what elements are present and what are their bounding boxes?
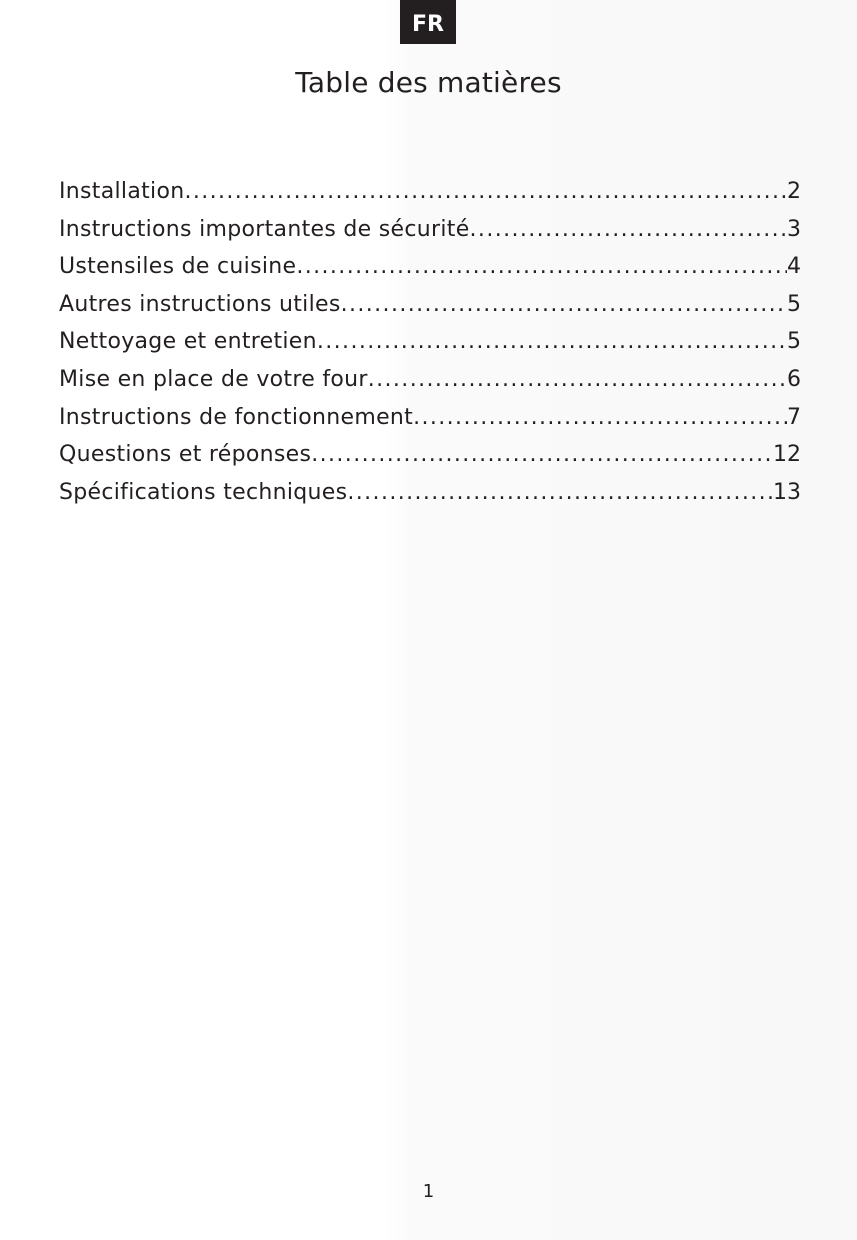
toc-entry-label: Questions et réponses bbox=[59, 442, 312, 468]
toc-entry-label: Ustensiles de cuisine bbox=[59, 254, 297, 280]
toc-leader-dots bbox=[368, 361, 787, 399]
toc-leader-dots bbox=[317, 323, 787, 361]
toc-entry-safety-instructions[interactable] bbox=[59, 211, 801, 249]
toc-entry-page: 12 bbox=[773, 442, 801, 468]
toc-entry-page: 2 bbox=[787, 179, 801, 204]
page-title: Table des matières bbox=[295, 66, 562, 99]
toc-entry-questions-answers[interactable] bbox=[59, 436, 801, 474]
toc-entry-page: 5 bbox=[787, 291, 801, 317]
language-badge-label: FR bbox=[412, 11, 444, 37]
page-number: 1 bbox=[422, 1181, 435, 1202]
toc-entry-page: 6 bbox=[787, 366, 801, 392]
toc-entry-installation[interactable] bbox=[59, 173, 801, 211]
toc-entry-page: 5 bbox=[787, 329, 801, 355]
toc-entry-label: Mise en place de votre four bbox=[59, 366, 368, 392]
toc-entry-cookware[interactable] bbox=[59, 248, 801, 286]
toc-entry-cleaning-maintenance[interactable] bbox=[59, 323, 801, 361]
toc-entry-label: Spécifications techniques bbox=[59, 479, 348, 505]
toc-entry-label: Autres instructions utiles bbox=[59, 291, 341, 317]
toc-entry-page: 3 bbox=[787, 216, 801, 242]
table-of-contents bbox=[59, 173, 801, 511]
toc-entry-operating-instructions[interactable] bbox=[59, 399, 801, 437]
toc-entry-label: Nettoyage et entretien bbox=[59, 329, 317, 355]
toc-leader-dots bbox=[184, 173, 787, 211]
toc-leader-dots bbox=[413, 399, 787, 437]
toc-entry-other-instructions[interactable] bbox=[59, 286, 801, 324]
toc-entry-oven-setup[interactable] bbox=[59, 361, 801, 399]
toc-leader-dots bbox=[341, 286, 787, 324]
toc-entry-page: 4 bbox=[787, 254, 801, 280]
toc-entry-page: 13 bbox=[773, 479, 801, 505]
language-badge bbox=[400, 0, 456, 44]
toc-entry-technical-specifications[interactable] bbox=[59, 474, 801, 512]
toc-leader-dots bbox=[347, 474, 773, 512]
toc-leader-dots bbox=[470, 211, 787, 249]
toc-entry-label: Instructions importantes de sécurité bbox=[59, 216, 470, 242]
toc-leader-dots bbox=[311, 436, 773, 474]
toc-entry-label: Installation bbox=[59, 179, 185, 204]
toc-entry-page: 7 bbox=[787, 404, 801, 430]
toc-leader-dots bbox=[296, 248, 787, 286]
toc-entry-label: Instructions de fonctionnement bbox=[59, 404, 414, 430]
